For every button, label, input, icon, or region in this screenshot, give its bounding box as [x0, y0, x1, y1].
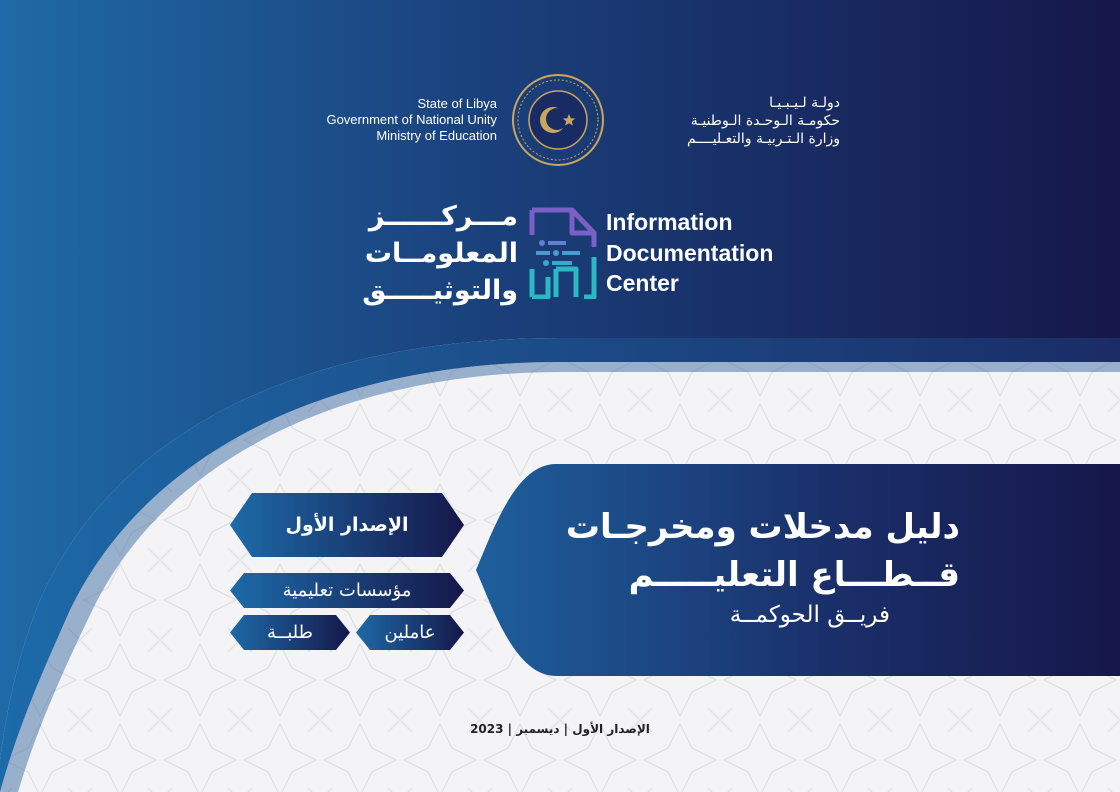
center-name-line-3: Center [606, 270, 679, 296]
header-ministry-text: Ministry of Education [376, 128, 497, 143]
center-name-english [606, 207, 866, 299]
center-name-ar-line-2: المعلومــات [364, 238, 518, 269]
footer-edition-date: الإصدار الأول | ديسمبر | 2023 [470, 722, 650, 736]
header-english-lines [240, 96, 497, 144]
center-name-ar-line-3: والتوثيـــــق [362, 275, 518, 306]
center-name-arabic [300, 198, 518, 309]
center-name-ar-line-1: مـــركــــــز [368, 201, 518, 232]
students-tag: طلبــة [267, 622, 313, 643]
edition-tag: الإصدار الأول [285, 514, 409, 536]
institutions-tag: مؤسسات تعليمية [282, 580, 412, 601]
libya-emblem-logo [511, 73, 605, 167]
header-state-text-ar: دولـة لـيـبـيـا [769, 95, 840, 111]
center-name-line-1: Information [606, 209, 733, 235]
document-title-line-2: قــطـــاع التعليـــــم [628, 555, 960, 595]
header-ministry-text-ar: وزارة الـتـربيـة والتعـليــــم [686, 131, 840, 147]
header-government-text: Government of National Unity [326, 112, 497, 127]
header-state-text: State of Libya [417, 96, 497, 111]
workers-tag: عاملين [384, 622, 436, 643]
header-government-text-ar: حكومـة الـوحـدة الـوطنيـة [690, 113, 840, 129]
document-title-line-1: دليل مدخلات ومخرجـات [565, 507, 960, 547]
documentation-center-logo-icon [526, 207, 600, 299]
header-arabic-lines [618, 94, 840, 148]
center-name-line-2: Documentation [606, 239, 774, 266]
document-title [520, 503, 960, 599]
document-subtitle: فريــق الحوكمــة [729, 602, 890, 628]
